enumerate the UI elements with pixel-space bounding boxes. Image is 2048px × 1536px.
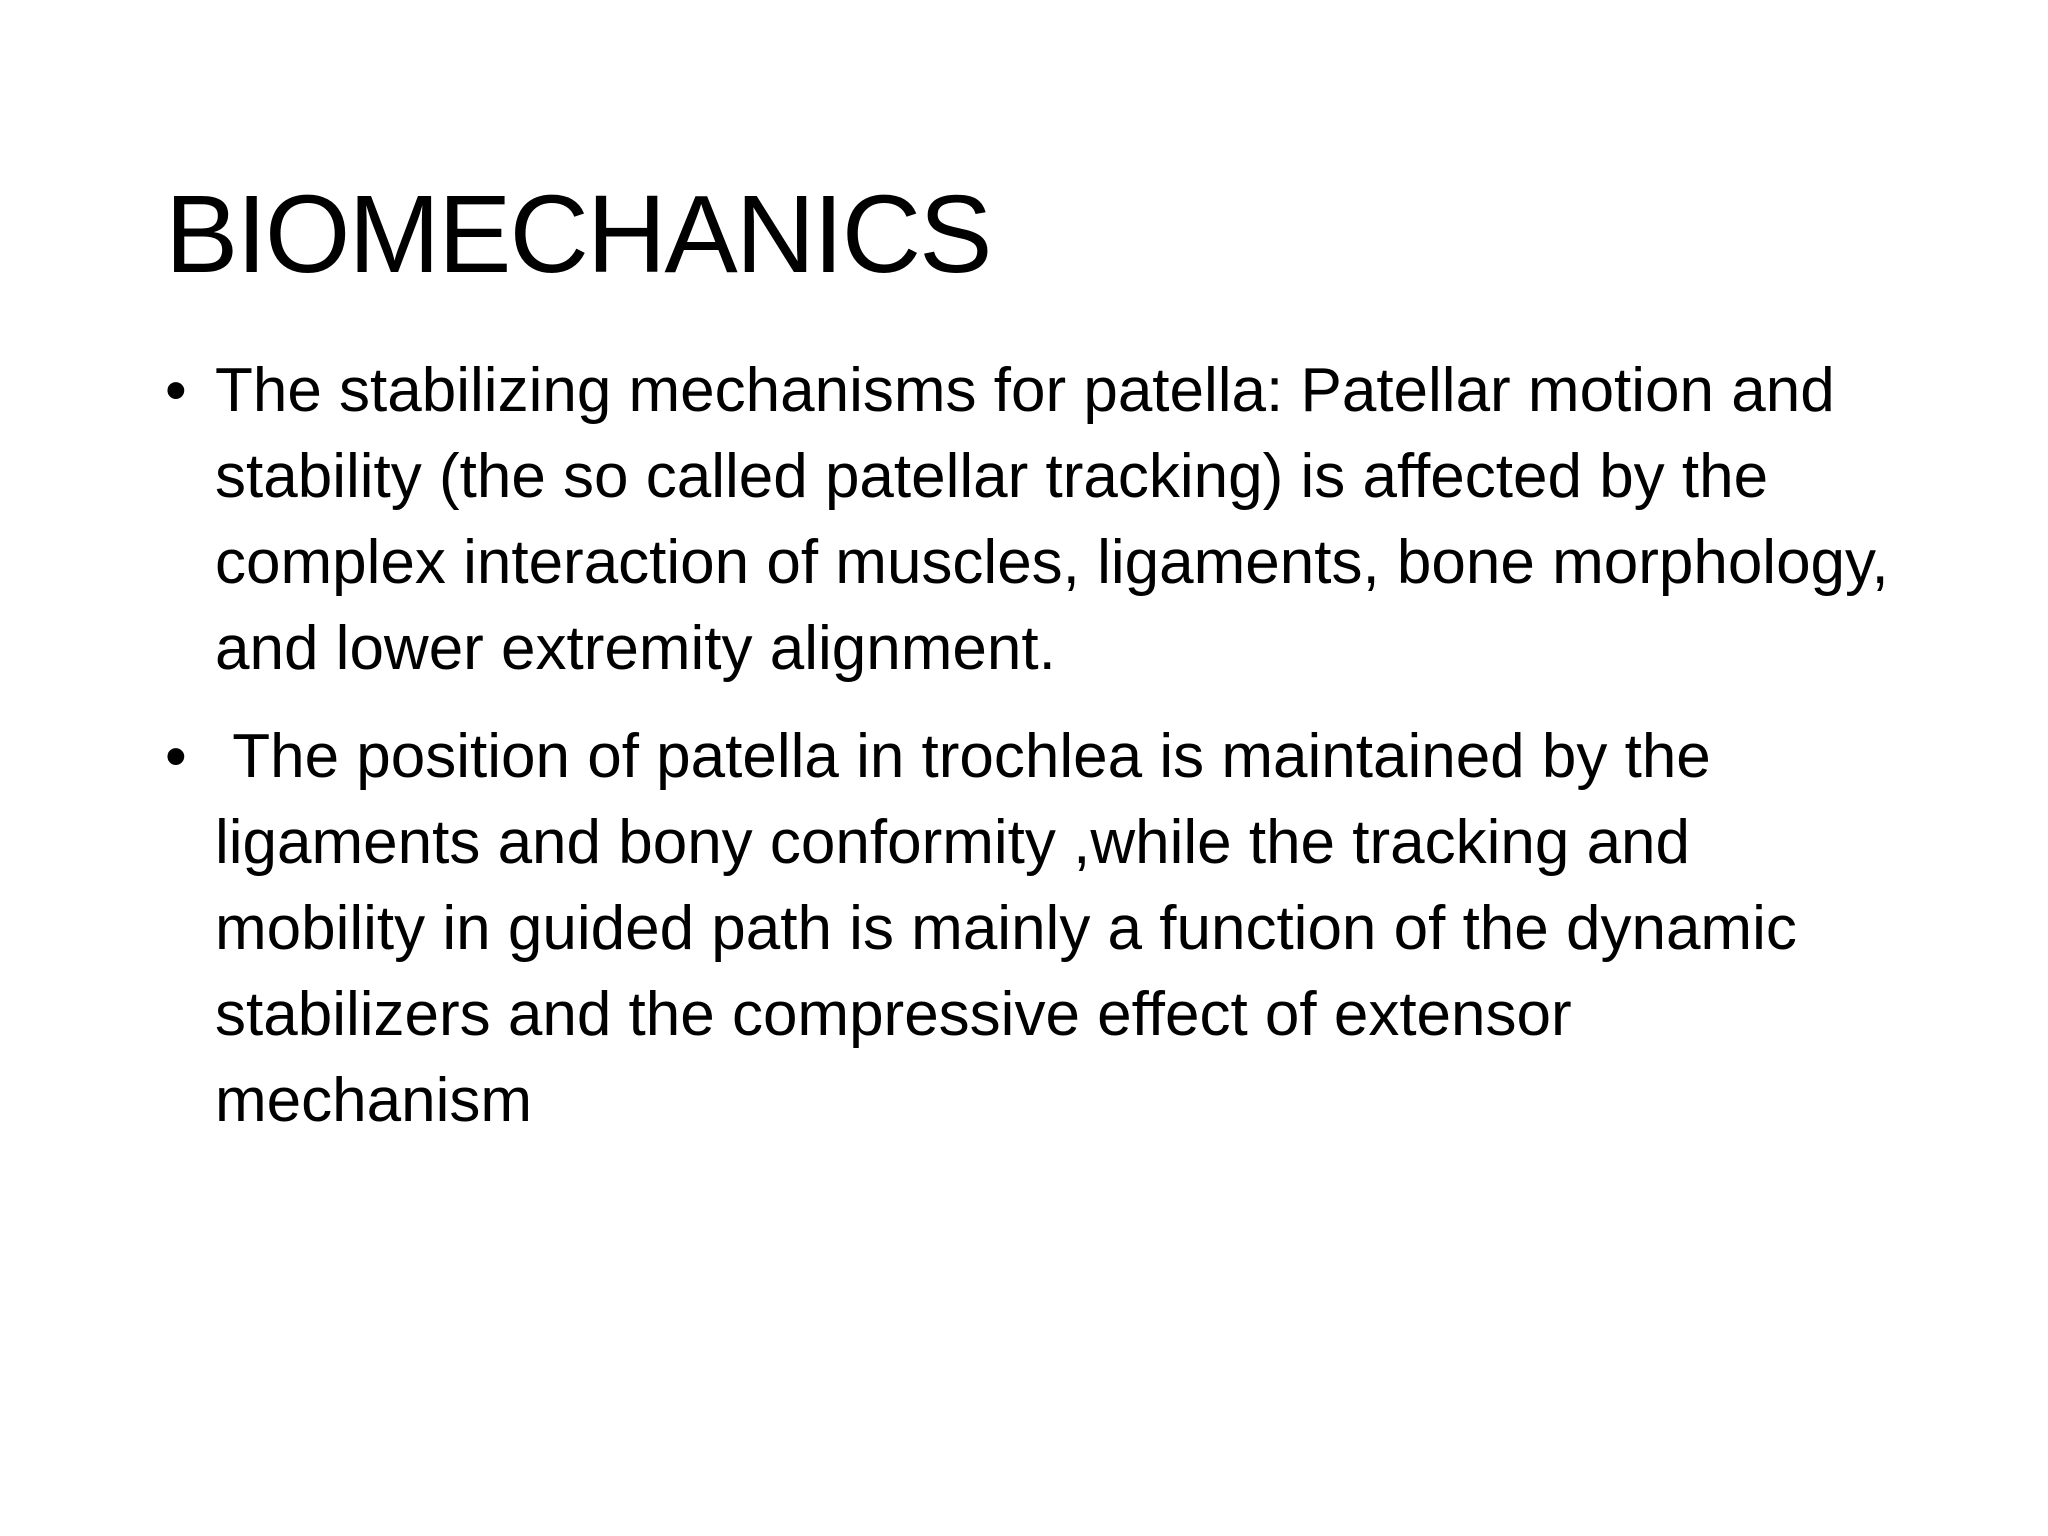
bullet-dot-icon: •	[165, 356, 187, 425]
bullet-text: The position of patella in trochlea is maintained by the ligaments and bony conformity ,while the tracking and mobility in guided path is mainly a function of the dynamic stabilizers and the compressive effect of extensor mechanism	[215, 722, 1815, 1135]
slide-title: BIOMECHANICS	[165, 173, 991, 296]
bullet-dot-icon: •	[165, 722, 187, 791]
bullet-text: The stabilizing mechanisms for patella: Patellar motion and stability (the so called patellar tracking) is affected by the complex interaction of muscles, ligaments, bone morphology, and lower extremity alignment.	[215, 356, 1889, 683]
bullet-item-stabilizing-mechanisms	[165, 348, 1905, 692]
bullet-list	[165, 348, 1905, 1166]
bullet-item-patella-position	[165, 714, 1905, 1144]
